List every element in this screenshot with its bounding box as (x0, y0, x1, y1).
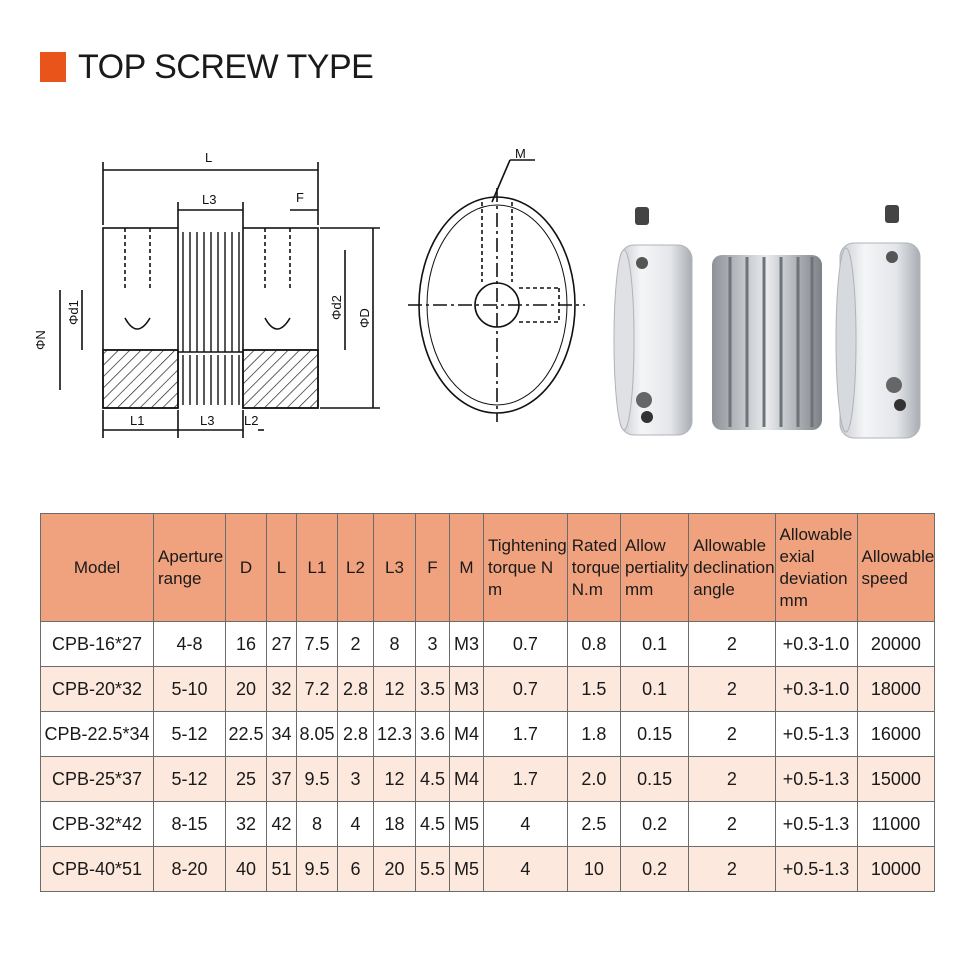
table-cell: 5-12 (154, 757, 226, 802)
column-header: Rated torque N.m (567, 514, 620, 622)
left-hub (614, 245, 692, 435)
column-header: L3 (374, 514, 416, 622)
table-cell: M3 (450, 667, 484, 712)
table-cell: 22.5 (226, 712, 267, 757)
front-view (408, 160, 585, 422)
table-cell: 4.5 (416, 802, 450, 847)
set-screw-icon (635, 207, 649, 225)
table-cell: 20 (374, 847, 416, 892)
column-header: Allow pertiality mm (620, 514, 688, 622)
table-cell: 2.8 (338, 667, 374, 712)
table-cell: 18000 (857, 667, 935, 712)
label-D: ΦD (357, 308, 372, 328)
table-cell: 20000 (857, 622, 935, 667)
table-cell: 2 (689, 667, 775, 712)
table-cell: M5 (450, 802, 484, 847)
label-L1: L1 (130, 413, 145, 428)
table-cell: 0.15 (620, 712, 688, 757)
label-L2: L2 (244, 413, 259, 428)
table-cell: 32 (226, 802, 267, 847)
table-cell: 4 (484, 802, 568, 847)
table-cell: 0.2 (620, 847, 688, 892)
table-cell: 15000 (857, 757, 935, 802)
table-cell: +0.5-1.3 (775, 802, 857, 847)
table-cell: 10 (567, 847, 620, 892)
label-F: F (296, 190, 304, 205)
column-header: Allowable exial deviation mm (775, 514, 857, 622)
table-cell: 4.5 (416, 757, 450, 802)
table-cell: 3 (416, 622, 450, 667)
table-header-row (41, 514, 935, 622)
table-cell: 2.8 (338, 712, 374, 757)
table-cell: 2.0 (567, 757, 620, 802)
table-cell: CPB-25*37 (41, 757, 154, 802)
label-d1: Φd1 (66, 300, 81, 325)
table-cell: 4 (338, 802, 374, 847)
table-cell: 27 (267, 622, 297, 667)
table-cell: 2 (689, 847, 775, 892)
table-cell: 2.5 (567, 802, 620, 847)
table-cell: 8 (374, 622, 416, 667)
table-row (41, 847, 935, 892)
table-cell: 0.7 (484, 667, 568, 712)
label-L: L (205, 150, 213, 165)
table-cell: M4 (450, 757, 484, 802)
table-cell: 34 (267, 712, 297, 757)
table-cell: 37 (267, 757, 297, 802)
table-cell: 25 (226, 757, 267, 802)
table-cell: 6 (338, 847, 374, 892)
table-body (41, 622, 935, 892)
table-cell: 12 (374, 667, 416, 712)
table-cell: 9.5 (297, 757, 338, 802)
table-cell: 1.7 (484, 712, 568, 757)
product-photo (600, 195, 930, 445)
label-L3-top: L3 (202, 192, 217, 207)
table-cell: 12 (374, 757, 416, 802)
title-marker (40, 52, 66, 82)
table-cell: 1.5 (567, 667, 620, 712)
table-cell: 32 (267, 667, 297, 712)
technical-drawing (0, 140, 600, 450)
table-cell: 16 (226, 622, 267, 667)
column-header: L (267, 514, 297, 622)
table-cell: 16000 (857, 712, 935, 757)
column-header: L2 (338, 514, 374, 622)
table-cell: 0.8 (567, 622, 620, 667)
table-cell: 51 (267, 847, 297, 892)
column-header: Allowable declination angle (689, 514, 775, 622)
table-cell: 0.7 (484, 622, 568, 667)
column-header: Model (41, 514, 154, 622)
table-cell: 0.2 (620, 802, 688, 847)
table-cell: M3 (450, 622, 484, 667)
label-L3-bottom: L3 (200, 413, 215, 428)
table-cell: 9.5 (297, 847, 338, 892)
table-cell: M5 (450, 847, 484, 892)
column-header: F (416, 514, 450, 622)
table-cell: +0.3-1.0 (775, 622, 857, 667)
set-screw-icon (885, 205, 899, 223)
table-cell: 3.6 (416, 712, 450, 757)
label-d2: Φd2 (329, 295, 344, 320)
table-cell: 2 (689, 712, 775, 757)
table-row (41, 712, 935, 757)
table-cell: 11000 (857, 802, 935, 847)
table-cell: 12.3 (374, 712, 416, 757)
table-cell: +0.3-1.0 (775, 667, 857, 712)
table-cell: CPB-16*27 (41, 622, 154, 667)
table-cell: 20 (226, 667, 267, 712)
table-cell: 5-10 (154, 667, 226, 712)
table-cell: 2 (689, 802, 775, 847)
table-cell: 8.05 (297, 712, 338, 757)
table-cell: 2 (338, 622, 374, 667)
page-title: TOP SCREW TYPE (78, 48, 374, 86)
table-cell: 8-20 (154, 847, 226, 892)
label-N: ΦN (33, 330, 48, 350)
table-row (41, 667, 935, 712)
table-cell: M4 (450, 712, 484, 757)
right-hub (836, 243, 920, 438)
column-header: L1 (297, 514, 338, 622)
table-cell: 10000 (857, 847, 935, 892)
table-cell: CPB-20*32 (41, 667, 154, 712)
table-cell: 2 (689, 757, 775, 802)
table-cell: 0.1 (620, 667, 688, 712)
table-cell: 1.8 (567, 712, 620, 757)
table-row (41, 622, 935, 667)
table-row (41, 757, 935, 802)
table-cell: 5-12 (154, 712, 226, 757)
table-cell: 3 (338, 757, 374, 802)
table-cell: 18 (374, 802, 416, 847)
table-cell: CPB-22.5*34 (41, 712, 154, 757)
table-cell: +0.5-1.3 (775, 847, 857, 892)
column-header: Allowable speed (857, 514, 935, 622)
table-cell: 2 (689, 622, 775, 667)
table-cell: 42 (267, 802, 297, 847)
label-M: M (515, 146, 526, 161)
table-cell: 4 (484, 847, 568, 892)
table-cell: 5.5 (416, 847, 450, 892)
column-header: Tightening torque N m (484, 514, 568, 622)
table-cell: CPB-40*51 (41, 847, 154, 892)
table-cell: 7.2 (297, 667, 338, 712)
table-cell: 1.7 (484, 757, 568, 802)
column-header: Aperture range (154, 514, 226, 622)
column-header: M (450, 514, 484, 622)
bellows (712, 255, 822, 430)
table-row (41, 802, 935, 847)
table-cell: 3.5 (416, 667, 450, 712)
table-cell: 4-8 (154, 622, 226, 667)
table-cell: 0.15 (620, 757, 688, 802)
spec-table (40, 513, 935, 892)
table-cell: 0.1 (620, 622, 688, 667)
table-cell: 40 (226, 847, 267, 892)
table-cell: +0.5-1.3 (775, 757, 857, 802)
table-cell: 7.5 (297, 622, 338, 667)
column-header: D (226, 514, 267, 622)
table-cell: 8 (297, 802, 338, 847)
table-cell: 8-15 (154, 802, 226, 847)
table-cell: +0.5-1.3 (775, 712, 857, 757)
table-cell: CPB-32*42 (41, 802, 154, 847)
